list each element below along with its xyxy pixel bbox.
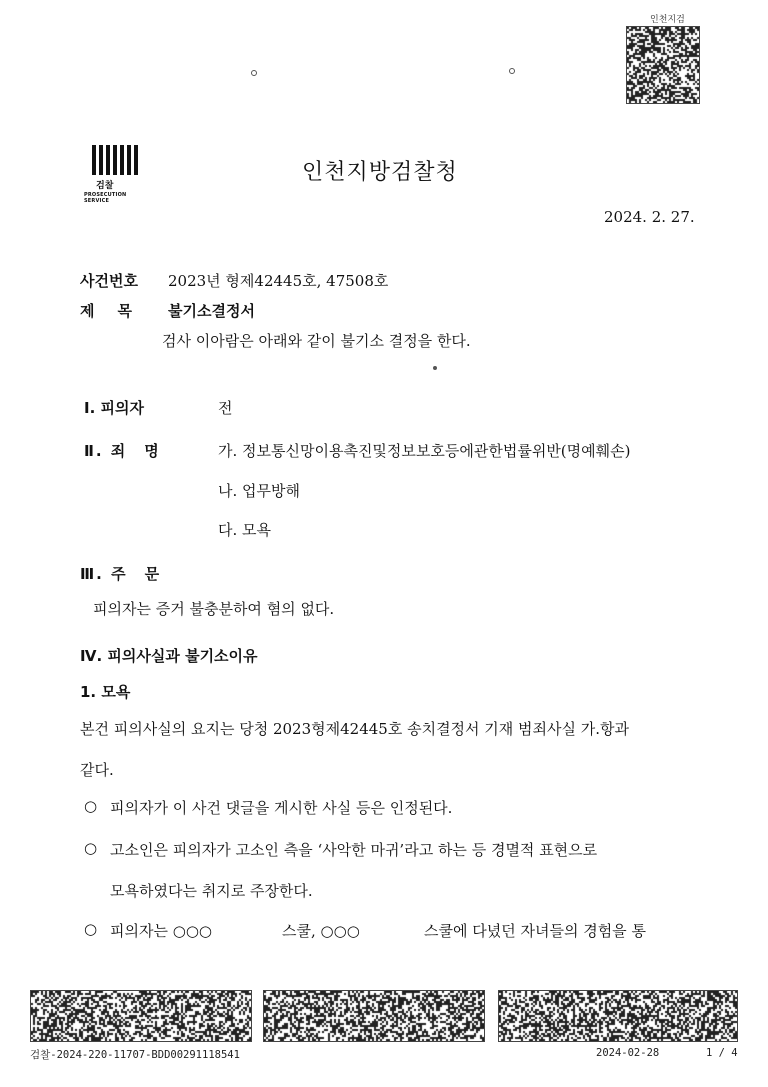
order-text: 피의자는 증거 불충분하여 혐의 없다. xyxy=(93,600,335,618)
paragraph-line: 본건 피의사실의 요지는 당청 2023형제42445호 송치결정서 기재 범죄사실 가.항과 xyxy=(80,720,630,738)
suspect-name: 전 xyxy=(218,399,233,417)
verification-code-bottom-left xyxy=(30,990,252,1042)
bullet-text: 고소인은 피의자가 고소인 측을 ‘사악한 마귀’라고 하는 등 경멸적 표현으로 xyxy=(110,841,598,859)
bullet-text-part: 피의자는 ○○○ xyxy=(110,922,212,940)
bullet-text-part: 스쿨, ○○○ xyxy=(282,922,360,940)
bullet-text-part: 스쿨에 다녔던 자녀들의 경험을 통 xyxy=(424,922,646,940)
prosecution-logo xyxy=(84,145,144,204)
verification-code-bottom-middle xyxy=(263,990,485,1042)
charge-item: 다. 모욕 xyxy=(218,521,272,539)
seal-label: 인천지검 xyxy=(650,15,685,25)
paragraph-line: 같다. xyxy=(80,761,114,779)
case-number-value: 2023년 형제42445호, 47508호 xyxy=(168,272,389,290)
punch-mark-right xyxy=(509,68,515,74)
print-date: 2024-02-28 xyxy=(596,1047,660,1059)
bullet-circle-icon: ○ xyxy=(84,839,98,857)
charge-item: 가. 정보통신망이용촉진및정보보호등에관한법률위반(명예훼손) xyxy=(218,442,631,460)
logo-bars-icon xyxy=(92,145,144,175)
stray-mark xyxy=(433,366,437,370)
case-number-label: 사건번호 xyxy=(80,272,138,290)
facts-heading: Ⅳ. 피의사실과 불기소이유 xyxy=(80,647,258,665)
order-heading: Ⅲ. 주 문 xyxy=(80,565,162,583)
verification-code-top xyxy=(626,26,700,104)
intro-sentence: 검사 이아람은 아래와 같이 불기소 결정을 한다. xyxy=(162,332,471,350)
page-number: 1 / 4 xyxy=(706,1047,738,1059)
bullet-text: 피의자가 이 사건 댓글을 게시한 사실 등은 인정된다. xyxy=(110,799,453,817)
document-title-label: 제 목 xyxy=(80,302,136,320)
office-title: 인천지방검찰청 xyxy=(302,160,458,185)
bullet-circle-icon: ○ xyxy=(84,797,98,815)
bullet-circle-icon: ○ xyxy=(84,920,98,938)
document-title-value: 불기소결정서 xyxy=(168,302,255,320)
charges-heading: Ⅱ. 죄 명 xyxy=(84,442,161,460)
verification-code-bottom-right xyxy=(498,990,738,1042)
decision-date: 2024. 2. 27. xyxy=(604,208,695,226)
logo-text-kr: 검찰 xyxy=(96,181,114,191)
charge-item: 나. 업무방해 xyxy=(218,482,300,500)
logo-text-en: PROSECUTION SERVICE xyxy=(84,192,127,204)
punch-mark-left xyxy=(251,70,257,76)
item-1-heading: 1. 모욕 xyxy=(80,683,131,701)
bullet-text-continued: 모욕하였다는 취지로 주장한다. xyxy=(110,882,313,900)
suspect-heading: Ⅰ. 피의자 xyxy=(84,399,144,417)
document-id: 검찰-2024-220-11707-BDD00291118541 xyxy=(30,1049,240,1061)
